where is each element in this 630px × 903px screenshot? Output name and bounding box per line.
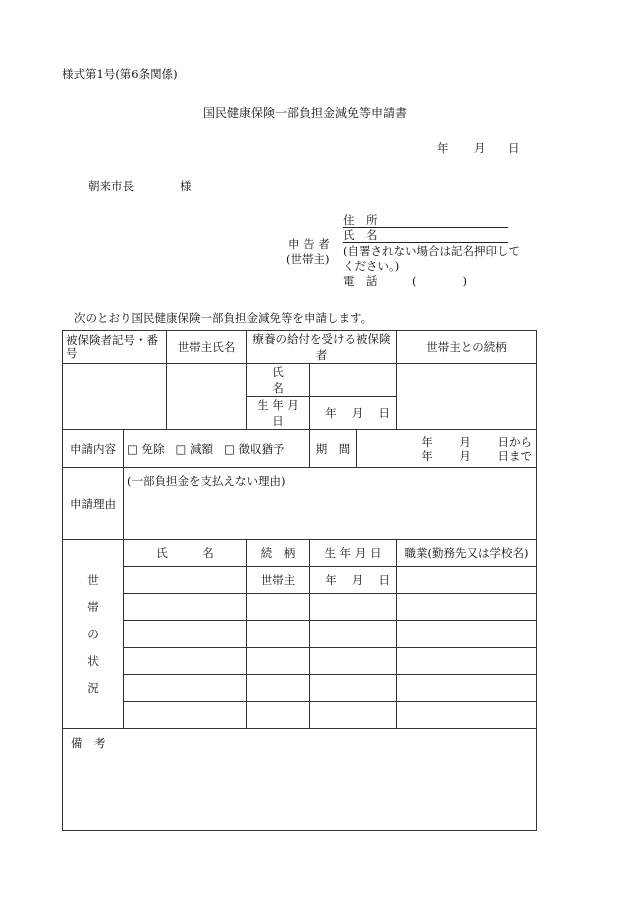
header-treatment-recipient: 療養の給付を受ける被保険者	[247, 331, 397, 364]
household-row-birthdate[interactable]: 年 月 日	[310, 567, 397, 594]
reason-label: 申請理由	[63, 468, 124, 540]
household-row-relation[interactable]	[247, 675, 310, 702]
household-row-relation[interactable]	[247, 648, 310, 675]
recipient-name-label: 氏 名	[247, 364, 310, 397]
household-header-relation: 続 柄	[247, 540, 310, 567]
household-header-birthdate: 生 年 月 日	[310, 540, 397, 567]
household-row-occupation[interactable]	[397, 648, 537, 675]
insured-number-cell[interactable]	[63, 364, 167, 430]
request-options	[124, 430, 310, 468]
signature-note-line1: (自署されない場合は記名押印して	[343, 244, 520, 258]
applicant-label: 申 告 者	[288, 237, 330, 251]
household-row-relation[interactable]	[247, 594, 310, 621]
relationship-cell[interactable]	[397, 364, 537, 430]
recipient-name-cell[interactable]	[310, 364, 397, 397]
remarks-cell[interactable]	[63, 729, 537, 831]
option-reduction-checkbox[interactable]: □ 減額	[175, 441, 214, 456]
household-row-occupation[interactable]	[397, 702, 537, 729]
date-day: 日	[508, 141, 520, 155]
header-insured-number: 被保険者記号・番号	[63, 331, 167, 364]
household-row-birthdate[interactable]	[310, 648, 397, 675]
recipient-birthdate-cell[interactable]: 年 月 日	[310, 397, 397, 430]
signature-note-line2: ください。)	[343, 259, 400, 273]
household-row-occupation[interactable]	[397, 621, 537, 648]
application-table	[62, 330, 537, 831]
period-label: 期 間	[310, 430, 357, 468]
household-row-relation[interactable]	[247, 621, 310, 648]
applicant-sublabel: (世帯主)	[286, 252, 330, 266]
household-row-name[interactable]	[124, 594, 247, 621]
name-field[interactable]	[343, 227, 508, 243]
option-deferral-checkbox[interactable]: □ 徴収猶予	[224, 441, 285, 456]
addressee-name: 朝来市長	[88, 179, 134, 193]
household-row-birthdate[interactable]	[310, 675, 397, 702]
household-row-name[interactable]	[124, 621, 247, 648]
household-row-name[interactable]	[124, 648, 247, 675]
household-status-label	[63, 540, 124, 729]
household-header-name: 氏 名	[124, 540, 247, 567]
household-row-birthdate[interactable]	[310, 702, 397, 729]
household-row-birthdate[interactable]	[310, 621, 397, 648]
period-from: 年 月 日から	[421, 434, 532, 449]
reason-cell[interactable]	[124, 468, 537, 540]
household-row-birthdate[interactable]	[310, 594, 397, 621]
period-to: 年 月 日まで	[421, 448, 532, 463]
remarks-label: 備 考	[71, 736, 106, 750]
household-char-1: 世	[87, 572, 99, 587]
household-header-occupation: 職業(勤務先又は学校名)	[397, 540, 537, 567]
household-row-name[interactable]	[124, 675, 247, 702]
householder-name-cell[interactable]	[167, 364, 247, 430]
period-cell[interactable]	[357, 430, 537, 468]
household-char-3: の	[87, 626, 99, 641]
household-row-occupation[interactable]	[397, 675, 537, 702]
address-field[interactable]	[343, 212, 508, 228]
household-row-occupation[interactable]	[397, 594, 537, 621]
household-row-relation[interactable]: 世帯主	[247, 567, 310, 594]
phone-field[interactable]: ( )	[412, 274, 467, 288]
addressee-honorific: 様	[180, 179, 192, 193]
household-row-occupation[interactable]	[397, 567, 537, 594]
name-label: 氏 名	[343, 228, 378, 242]
date-year: 年	[437, 141, 449, 155]
header-relationship: 世帯主との続柄	[397, 331, 537, 364]
household-char-2: 帯	[87, 599, 99, 614]
recipient-birthdate-label: 生 年 月 日	[247, 397, 310, 430]
phone-label: 電 話	[343, 274, 378, 288]
date-month: 月	[474, 141, 486, 155]
reason-note: (一部負担金を支払えない理由)	[127, 474, 286, 488]
form-number: 様式第1号(第6条関係)	[62, 67, 178, 81]
household-row-relation[interactable]	[247, 702, 310, 729]
household-row-name[interactable]	[124, 567, 247, 594]
header-householder-name: 世帯主氏名	[167, 331, 247, 364]
document-title: 国民健康保険一部負担金減免等申請書	[203, 106, 408, 120]
address-label: 住 所	[343, 213, 378, 227]
option-exemption-checkbox[interactable]: □ 免除	[127, 441, 165, 456]
request-label: 申請内容	[63, 430, 124, 468]
household-row-name[interactable]	[124, 702, 247, 729]
intro-text: 次のとおり国民健康保険一部負担金減免等を申請します。	[74, 311, 373, 325]
household-char-5: 況	[87, 680, 99, 695]
household-char-4: 状	[87, 653, 99, 668]
